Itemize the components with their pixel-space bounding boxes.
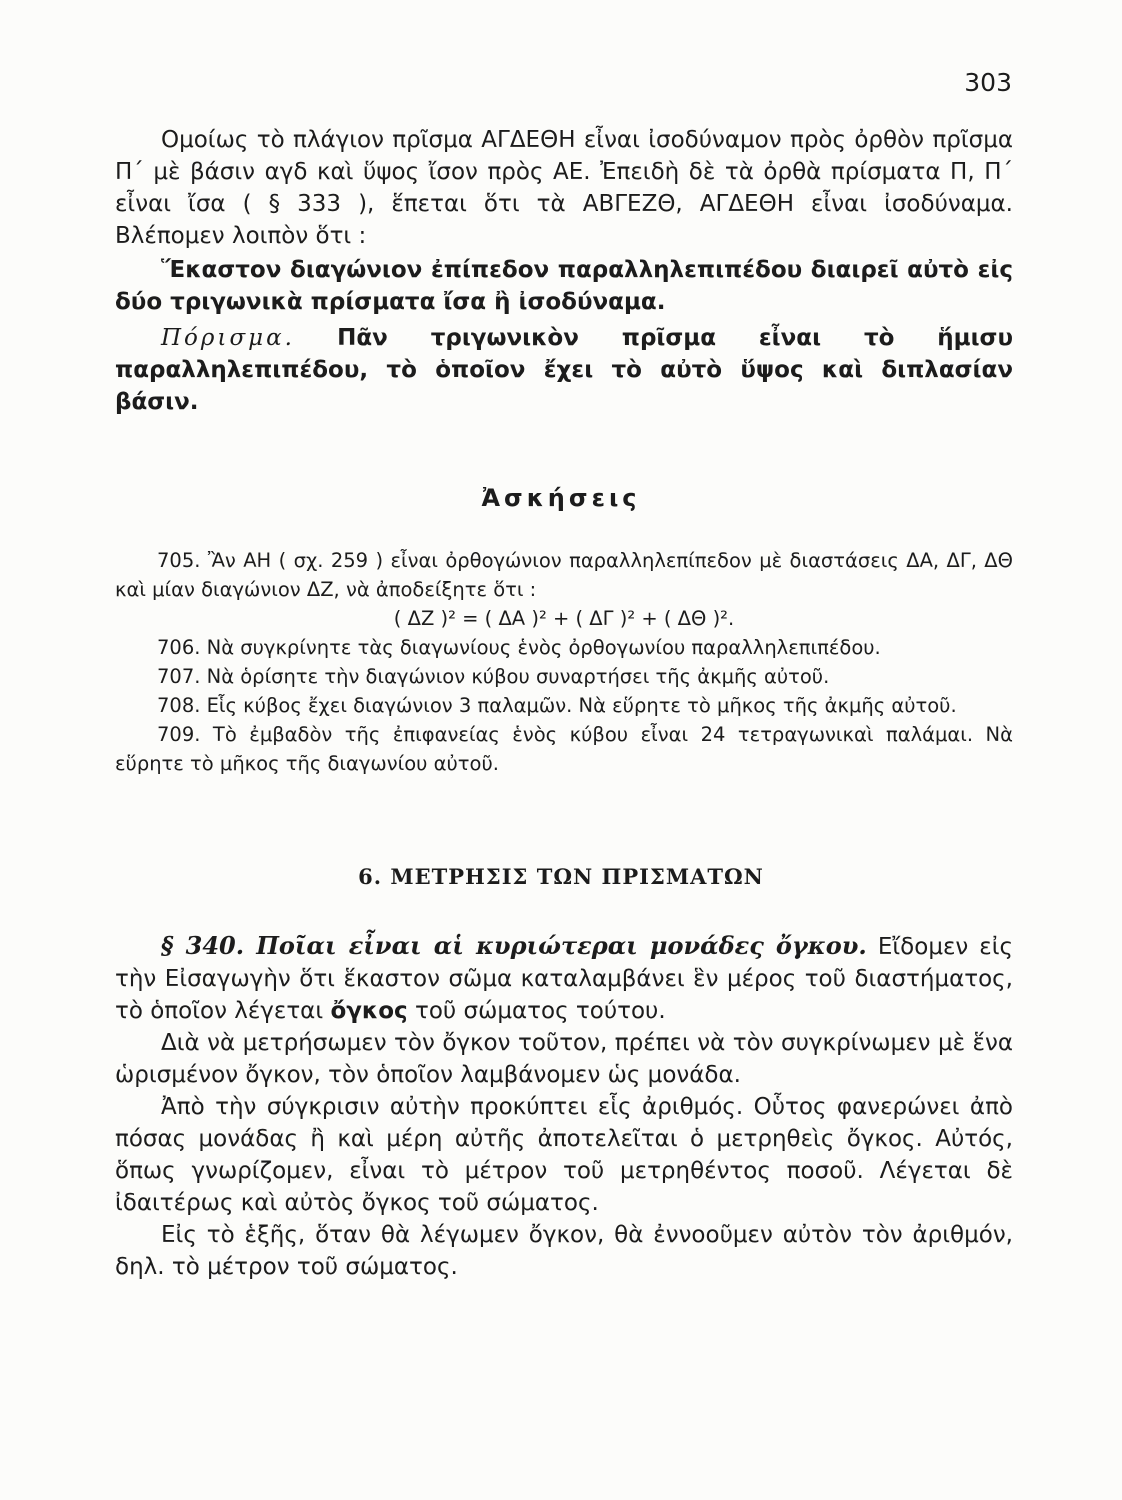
exercise-705-formula: ( ΔΖ )² = ( ΔΑ )² + ( ΔΓ )² + ( ΔΘ )². bbox=[393, 607, 735, 630]
exercises-title: Ἀσκήσεις bbox=[481, 484, 641, 512]
corollary bbox=[115, 322, 1013, 418]
exercise-709: 709. Τὸ ἐμβαδὸν τῆς ἐπιφανείας ἑνὸς κύβου εἶναι 24 τετραγωνικαὶ παλάμαι. Νὰ εὕρητε τὸ μῆκος τῆς διαγωνίου αὐτοῦ. bbox=[115, 723, 1013, 775]
corollary-label: Πόρισμα. bbox=[161, 325, 295, 351]
section-340-p3: Ἀπὸ τὴν σύγκρισιν αὐτὴν προκύπτει εἷς ἀριθμός. Οὗτος φανερώνει ἀπὸ πόσας μονάδας ἢ καὶ μέρη αὐτῆς ἀποτελεῖται ὁ μετρηθεὶς ὄγκος. Αὐτός, ὅπως γνωρίζομεν, εἶναι τὸ μέτρον τοῦ μετρηθέντος ποσοῦ. Λέγεται δὲ ἰδαιτέρως καὶ αὐτὸς ὄγκος τοῦ σώματος. bbox=[115, 1094, 1013, 1216]
corollary-text: Πᾶν τριγωνικὸν πρῖσμα εἶναι τὸ ἥμισυ παραλληλεπιπέδου, τὸ ὁποῖον ἔχει τὸ αὐτὸ ὕψος καὶ διπλασίαν βάσιν. bbox=[115, 325, 1013, 415]
exercises-list bbox=[115, 546, 1013, 778]
section-340-p1-a: Εἴδομεν εἰς τὴν Εἰσαγωγὴν ὅτι ἕκαστον σῶμα καταλαμβάνει ἓν μέρος τοῦ διαστήματος, τὸ ὁποῖον λέγεται bbox=[115, 934, 1014, 1024]
section-340-p1-b: τοῦ σώματος τούτου. bbox=[415, 998, 666, 1024]
page-number: 303 bbox=[964, 68, 1012, 97]
section-340-p2: Διὰ νὰ μετρήσωμεν τὸν ὄγκον τοῦτον, πρέπει νὰ τὸν συγκρίνωμεν μὲ ἕνα ὡρισμένον ὄγκον, τὸν ὁποῖον λαμβάνομεν ὡς μονάδα. bbox=[115, 1030, 1013, 1088]
exercise-707: 707. Νὰ ὁρίσητε τὴν διαγώνιον κύβου συναρτήσει τῆς ἀκμῆς αὐτοῦ. bbox=[157, 665, 830, 688]
paragraph-prism-equivalence: Ομοίως τὸ πλάγιον πρῖσμα ΑΓΔΕΘΗ εἶναι ἰσοδύναμον πρὸς ὀρθὸν πρῖσμα Π΄ μὲ βάσιν αγδ καὶ ὕψος ἴσον πρὸς ΑΕ. Ἐπειδὴ δὲ τὰ ὀρθὰ πρίσματα Π, Π΄ εἶναι ἴσα ( § 333 ), ἕπεται ὅτι τὰ ΑΒΓΕΖΘ, ΑΓΔΕΘΗ εἶναι ἰσοδύναμα. Βλέπομεν λοιπὸν ὅτι : bbox=[115, 127, 1013, 249]
term-ogkos: ὄγκος bbox=[330, 998, 408, 1024]
theorem-diagonal-plane: Ἕκαστον διαγώνιον ἐπίπεδον παραλληλεπιπέδου διαιρεῖ αὐτὸ εἰς δύο τριγωνικὰ πρίσματα ἴσα ἢ ἰσοδύναμα. bbox=[115, 257, 1013, 315]
exercise-705: 705. Ἂν ΑΗ ( σχ. 259 ) εἶναι ὀρθογώνιον παραλληλεπίπεδον μὲ διαστάσεις ΔΑ, ΔΓ, ΔΘ καὶ μίαν διαγώνιον ΔΖ, νὰ ἀποδείξητε ὅτι : bbox=[115, 549, 1013, 601]
exercise-708: 708. Εἷς κύβος ἔχει διαγώνιον 3 παλαμῶν. Νὰ εὕρητε τὸ μῆκος τῆς ἀκμῆς αὐτοῦ. bbox=[157, 694, 957, 717]
section-340 bbox=[115, 930, 1013, 1283]
chapter-title: 6. ΜΕΤΡΗΣΙΣ ΤΩΝ ΠΡΙΣΜΑΤΩΝ bbox=[358, 864, 764, 889]
section-340-heading: § 340. Ποῖαι εἶναι αἱ κυριώτεραι μονάδες ὄγκου. bbox=[161, 931, 867, 960]
section-340-p4: Εἰς τὸ ἑξῆς, ὅταν θὰ λέγωμεν ὄγκον, θὰ ἐννοοῦμεν αὐτὸν τὸν ἀριθμόν, δηλ. τὸ μέτρον τοῦ σώματος. bbox=[115, 1222, 1013, 1280]
exercise-706: 706. Νὰ συγκρίνητε τὰς διαγωνίους ἑνὸς ὀρθογωνίου παραλληλεπιπέδου. bbox=[157, 636, 881, 659]
top-text-block bbox=[115, 124, 1013, 418]
section-340-intro bbox=[115, 930, 1013, 1027]
